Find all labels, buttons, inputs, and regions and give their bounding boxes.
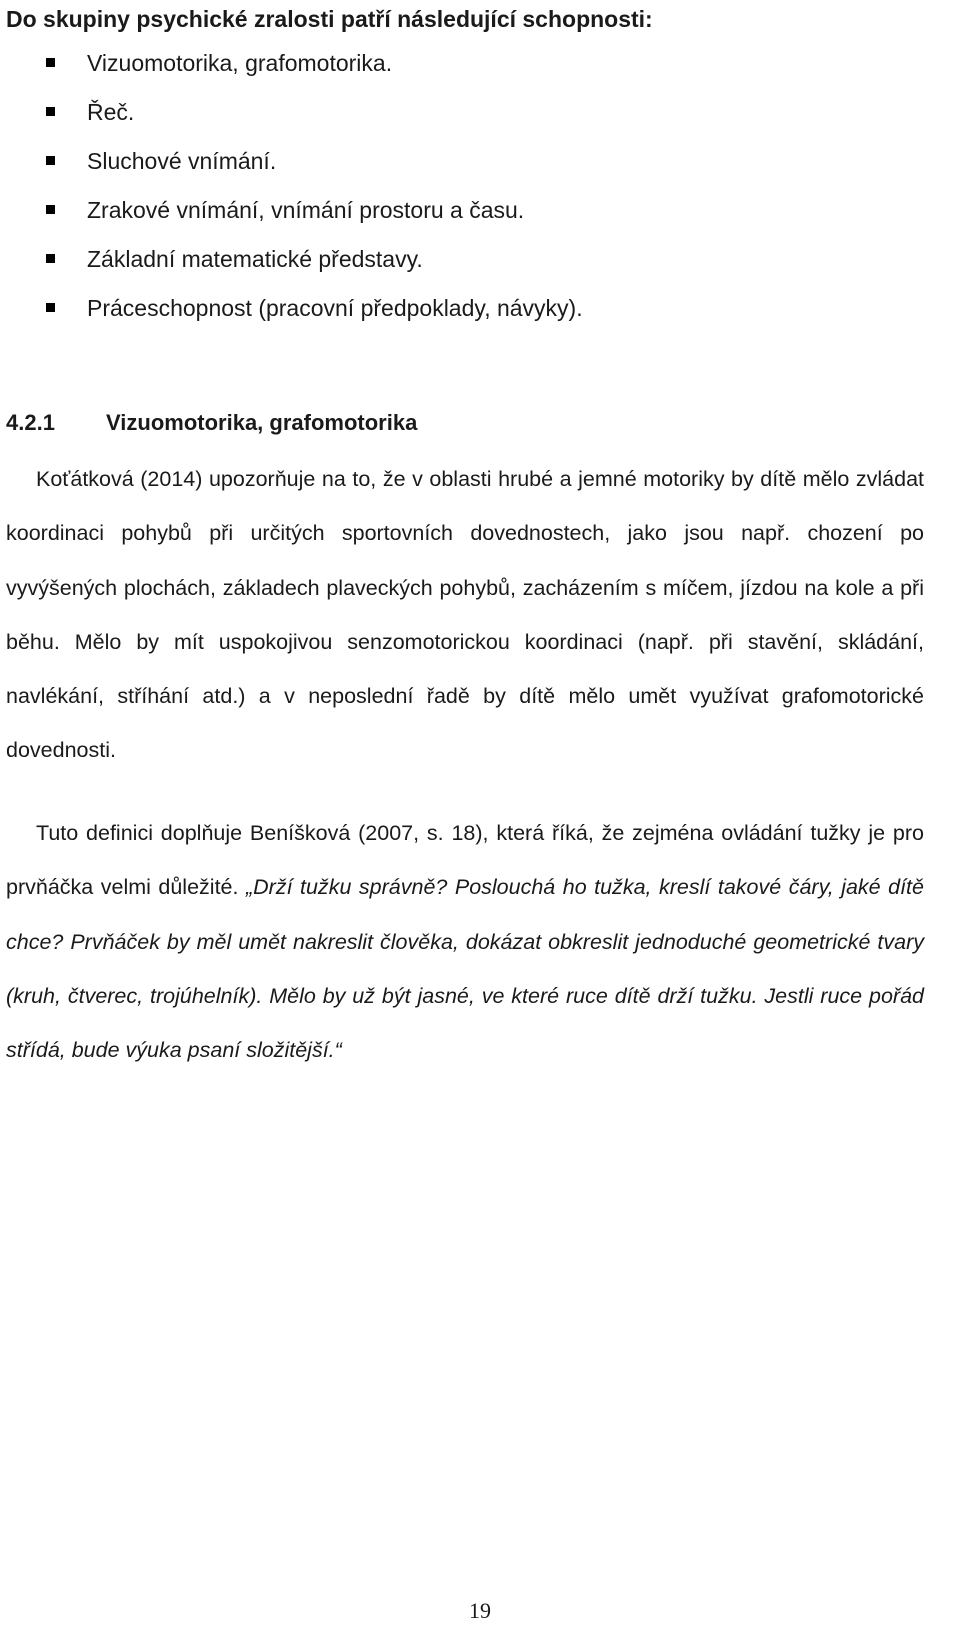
paragraph-pencil-grip	[6, 806, 924, 1077]
paragraph-motor-skills	[6, 452, 924, 778]
square-bullet-icon	[46, 107, 55, 116]
paragraph-text: Koťátková (2014) upozorňuje na to, že v oblasti hrubé a jemné motoriky by dítě mělo zvládat koordinaci pohybů při určitých sportovních dovednostech, jako jsou např. chození po vyvýšených plochách, základech plaveckých pohybů, zacházením s míčem, jízdou na kole a při běhu. Mělo by mít uspokojivou senzomotorickou koordinaci (např. při stavění, skládání, navlékání, stříhání atd.) a v neposlední řadě by dítě mělo umět využívat grafomotorické dovednosti.	[6, 467, 924, 763]
paragraph-lead-text: Tuto definici doplňuje Beníšková (2007, s. 18), která říká, že zejména ovládání tužky je pro prvňáčka velmi důležité.	[6, 821, 924, 900]
list-item-text: Práceschopnost (pracovní předpoklady, návyky).	[87, 295, 583, 321]
list-item-text: Základní matematické představy.	[87, 246, 423, 272]
list-item-text: Zrakové vnímání, vnímání prostoru a času.	[87, 197, 525, 223]
section-heading	[6, 408, 417, 438]
page-number: 19	[469, 1598, 491, 1623]
square-bullet-icon	[46, 58, 55, 67]
intro-heading: Do skupiny psychické zralosti patří následující schopnosti:	[6, 6, 653, 32]
list-item-text: Sluchové vnímání.	[87, 148, 277, 174]
section-number: 4.2.1	[6, 410, 55, 435]
list-item-text: Řeč.	[87, 99, 135, 125]
quoted-text: „Drží tužku správně? Poslouchá ho tužka, kreslí takové čáry, jaké dítě chce? Prvňáček by měl umět nakreslit člověka, dokázat obkreslit jednoduché geometrické tvary (kruh, čtverec, trojúhelník). Mělo by už být jasné, ve které ruce dítě drží tužku. Jestli ruce pořád střídá, bude výuka psaní složitější.“	[6, 875, 924, 1063]
square-bullet-icon	[46, 156, 55, 165]
square-bullet-icon	[46, 205, 55, 214]
section-title: Vizuomotorika, grafomotorika	[106, 410, 418, 435]
square-bullet-icon	[46, 303, 55, 312]
square-bullet-icon	[46, 254, 55, 263]
list-item-text: Vizuomotorika, grafomotorika.	[87, 50, 393, 76]
